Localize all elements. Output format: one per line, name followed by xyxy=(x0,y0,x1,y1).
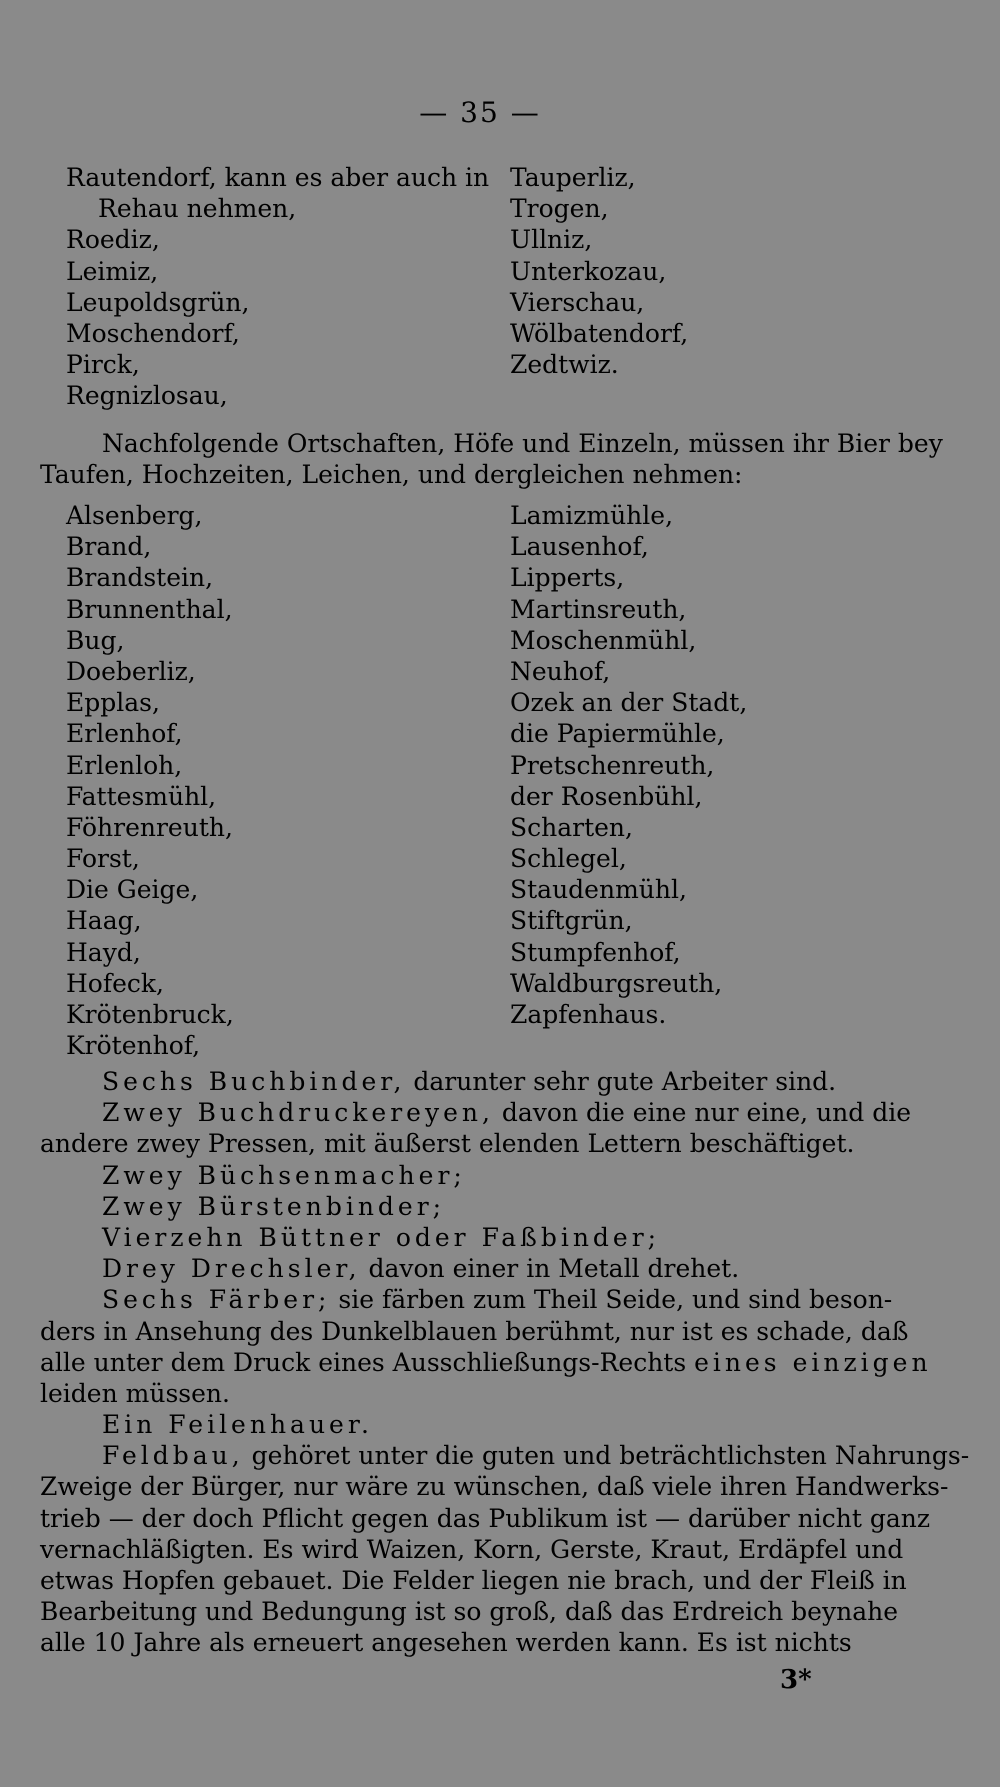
list-item: Neuhof, xyxy=(510,656,611,686)
emphasis-text: eines einzigen xyxy=(694,1347,932,1377)
entry-feilenhauer: Ein Feilenhauer. xyxy=(102,1410,374,1440)
text-line: vernachläßigten. Es wird Waizen, Korn, Gerste, Kraut, Erdäpfel und xyxy=(40,1534,904,1564)
list-item: Ullniz, xyxy=(510,225,593,255)
text-line: trieb — der doch Pflicht gegen das Publikum ist — darüber nicht ganz xyxy=(40,1503,931,1533)
list-item: der Rosenbühl, xyxy=(510,781,703,811)
trades-section xyxy=(40,1066,970,1659)
list-item: Martinsreuth, xyxy=(510,594,687,624)
text-line: andere zwey Pressen, mit äußerst elenden Lettern beschäftiget. xyxy=(40,1129,855,1159)
text-line: Zweige der Bürger, nur wäre zu wünschen, daß viele ihren Handwerks- xyxy=(40,1472,949,1502)
trade-term: Sechs Färber; xyxy=(102,1285,331,1315)
place-list-2-right xyxy=(510,500,950,1030)
entry-faerber xyxy=(40,1284,940,1315)
list-item: Krötenhof, xyxy=(66,1031,201,1061)
list-item: Zapfenhaus. xyxy=(510,1000,667,1029)
list-item: Lausenhof, xyxy=(510,532,649,562)
list-item: die Papiermühle, xyxy=(510,719,725,749)
signature-mark: 3* xyxy=(780,1665,812,1695)
trade-term: Zwey Buchdruckereyen, xyxy=(102,1098,494,1128)
list-item: Brand, xyxy=(66,532,152,562)
entry-buchdrucker xyxy=(40,1097,940,1128)
list-item: Krötenbruck, xyxy=(66,1000,234,1029)
list-item: Moschendorf, xyxy=(66,318,240,348)
list-item: Moschenmühl, xyxy=(510,625,697,655)
list-item: Tauperliz, xyxy=(510,163,636,192)
place-list-1-left xyxy=(66,162,496,412)
entry-buettner: Vierzehn Büttner oder Faßbinder; xyxy=(102,1222,661,1252)
text-line: leiden müssen. xyxy=(40,1378,230,1408)
list-item: Leupoldsgrün, xyxy=(66,287,250,317)
list-item: Wölbatendorf, xyxy=(510,318,689,348)
list-item: Zedtwiz. xyxy=(510,350,619,380)
list-item: Pretschenreuth, xyxy=(510,750,715,780)
trade-text: davon die eine nur eine, und die xyxy=(493,1098,912,1128)
list-item: Schlegel, xyxy=(510,844,627,874)
list-item: Brandstein, xyxy=(66,563,214,593)
list-item: Trogen, xyxy=(510,194,609,224)
list-item: Roediz, xyxy=(66,225,160,255)
text-line xyxy=(40,1347,940,1378)
list-item: Hofeck, xyxy=(66,968,164,998)
text-line: Nachfolgende Ortschaften, Höfe und Einzeln, müssen ihr Bier bey xyxy=(102,429,943,458)
list-item: Ozek an der Stadt, xyxy=(510,688,748,718)
trade-term: Feldbau, xyxy=(102,1441,244,1471)
list-item: Lamizmühle, xyxy=(510,501,674,530)
list-item: Vierschau, xyxy=(510,287,645,317)
list-item: Unterkozau, xyxy=(510,256,667,286)
list-item: Pirck, xyxy=(66,350,140,380)
list-item: Rehau nehmen, xyxy=(98,194,297,224)
text-line: ders in Ansehung des Dunkelblauen berühmt, nur ist es schade, daß xyxy=(40,1316,909,1346)
trade-text: darunter sehr gute Arbeiter sind. xyxy=(405,1067,837,1096)
entry-feldbau xyxy=(40,1440,970,1471)
list-item: Die Geige, xyxy=(66,875,199,905)
list-item: Scharten, xyxy=(510,812,633,842)
list-item: Fattesmühl, xyxy=(66,781,217,811)
trade-text: davon einer in Metall drehet. xyxy=(360,1254,740,1284)
list-item: Regnizlosau, xyxy=(66,381,228,411)
trade-text: gehöret unter die guten und beträchtlichsten Nahrungs- xyxy=(243,1441,970,1471)
trade-term: Sechs Buchbinder, xyxy=(102,1067,406,1096)
list-item: Stiftgrün, xyxy=(510,906,633,936)
trade-text: alle unter dem Druck eines Ausschließungs-Rechts xyxy=(40,1347,695,1377)
list-item: Erlenhof, xyxy=(66,719,183,749)
trade-term: Drey Drechsler, xyxy=(102,1254,361,1284)
text-line: etwas Hopfen gebauet. Die Felder liegen nie brach, und der Fleiß in xyxy=(40,1566,907,1595)
list-item: Bug, xyxy=(66,625,125,655)
list-item: Lipperts, xyxy=(510,563,625,593)
list-item: Staudenmühl, xyxy=(510,875,687,905)
list-item: Leimiz, xyxy=(66,256,159,286)
list-item: Doeberliz, xyxy=(66,656,196,686)
list-item: Epplas, xyxy=(66,688,160,718)
page-number: — 35 — xyxy=(419,96,541,129)
intro-paragraph xyxy=(40,428,943,490)
list-item: Hayd, xyxy=(66,937,141,967)
list-item: Erlenloh, xyxy=(66,750,183,780)
list-item: Rautendorf, kann es aber auch in xyxy=(66,163,490,192)
entry-buechsenmacher: Zwey Büchsenmacher; xyxy=(102,1160,466,1190)
list-item: Forst, xyxy=(66,844,140,874)
entry-buchbinder xyxy=(40,1066,940,1097)
list-item: Waldburgsreuth, xyxy=(510,968,723,998)
place-list-2-left xyxy=(66,500,496,1061)
text-line: Bearbeitung und Bedungung ist so groß, daß das Erdreich beynahe xyxy=(40,1597,898,1627)
place-list-1-right xyxy=(510,162,950,380)
list-item: Alsenberg, xyxy=(66,501,203,530)
text-line: Taufen, Hochzeiten, Leichen, und dergleichen nehmen: xyxy=(40,460,743,490)
entry-drechsler xyxy=(40,1253,940,1284)
list-item: Haag, xyxy=(66,906,142,936)
entry-buerstenbinder: Zwey Bürstenbinder; xyxy=(102,1191,446,1221)
trade-text: sie färben zum Theil Seide, und sind beson- xyxy=(330,1285,893,1315)
list-item: Föhrenreuth, xyxy=(66,812,233,842)
text-line: alle 10 Jahre als erneuert angesehen werden kann. Es ist nichts xyxy=(40,1628,852,1658)
list-item: Stumpfenhof, xyxy=(510,937,681,967)
list-item: Brunnenthal, xyxy=(66,594,233,624)
